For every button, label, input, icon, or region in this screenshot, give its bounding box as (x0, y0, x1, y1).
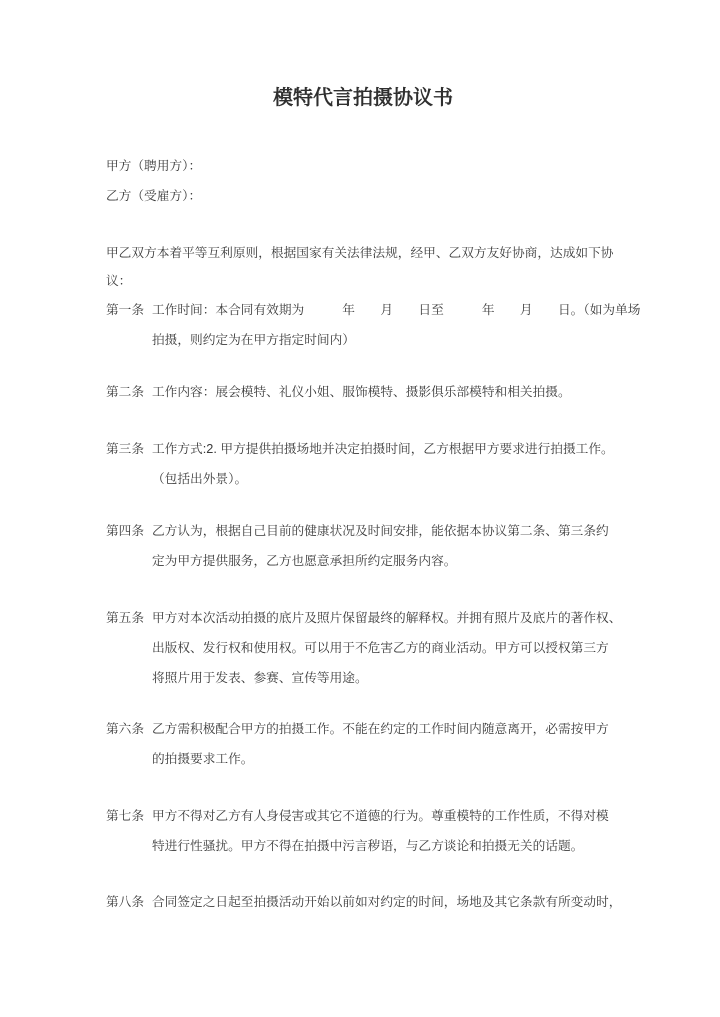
clause-1-line-2: 拍摄，则约定为在甲方指定时间内） (152, 333, 355, 347)
clause-4-line-1: 乙方认为，根据自己目前的健康状况及时间安排，能依据本协议第二条、第三条约 (152, 524, 609, 538)
clause-4-label: 第四条 (106, 524, 145, 538)
preamble-line-2: 议： (106, 274, 132, 288)
clause-1 (106, 295, 641, 355)
clause-8-line-1: 合同签定之日起至拍摄活动开始以前如对约定的时间，场地及其它条款有所变动时， (152, 895, 622, 909)
clause-4 (106, 516, 620, 576)
clause-1-line-1: 工作时间：本合同有效期为 年 月 日至 年 月 日。（如为单场 (152, 303, 641, 317)
clause-3-label: 第三条 (106, 442, 145, 456)
clause-6-line-2: 的拍摄要求工作。 (152, 752, 254, 766)
clause-5-line-2: 出版权、发行权和使用权。可以用于不危害乙方的商业活动。甲方可以授权第三方 (152, 641, 609, 655)
clause-1-body (152, 295, 641, 355)
clause-4-body (152, 516, 620, 576)
preamble (106, 239, 620, 295)
clause-2-label: 第二条 (106, 385, 145, 399)
clause-4-line-2: 定为甲方提供服务，乙方也愿意承担所约定服务内容。 (152, 554, 457, 568)
party-b-line: 乙方（受雇方）： (106, 189, 202, 203)
clause-3-line-1: 工作方式:2. 甲方提供拍摄场地并决定拍摄时间，乙方根据甲方要求进行拍摄工作。 (152, 442, 614, 456)
clause-7-line-1: 甲方不得对乙方有人身侵害或其它不道德的行为。尊重模特的工作性质，不得对模 (152, 809, 609, 823)
clause-3-body (152, 434, 620, 494)
clause-7-body (152, 801, 620, 861)
clause-8-body (152, 887, 620, 917)
clause-5 (106, 603, 620, 693)
clause-5-body (152, 603, 620, 693)
clause-7 (106, 801, 620, 861)
clause-3 (106, 434, 620, 494)
clause-6 (106, 714, 620, 774)
parties-block (106, 151, 620, 211)
party-a-line: 甲方（聘用方）： (106, 159, 202, 173)
clause-3-line-2: （包括出外景）。 (152, 472, 248, 486)
clause-5-line-3: 将照片用于发表、参赛、宣传等用途。 (152, 671, 368, 685)
clause-2-body (152, 377, 620, 407)
clause-5-label: 第五条 (106, 611, 145, 625)
clause-7-label: 第七条 (106, 809, 145, 823)
document-title: 模特代言拍摄协议书 (273, 87, 453, 109)
clause-2 (106, 377, 620, 407)
clause-1-label: 第一条 (106, 303, 145, 317)
clause-7-line-2: 特进行性骚扰。甲方不得在拍摄中污言秽语，与乙方谈论和拍摄无关的话题。 (152, 839, 584, 853)
clause-6-line-1: 乙方需积极配合甲方的拍摄工作。不能在约定的工作时间内随意离开，必需按甲方 (152, 722, 609, 736)
clause-2-line-1: 工作内容：展会模特、礼仪小姐、服饰模特、摄影俱乐部模特和相关拍摄。 (152, 385, 571, 399)
clause-6-body (152, 714, 620, 774)
clause-6-label: 第六条 (106, 722, 145, 736)
preamble-line-1: 甲乙双方本着平等互利原则，根据国家有关法律法规，经甲、乙双方友好协商，达成如下协 (106, 246, 614, 260)
clause-8 (106, 887, 620, 917)
clause-8-label: 第八条 (106, 895, 145, 909)
clause-5-line-1: 甲方对本次活动拍摄的底片及照片保留最终的解释权。并拥有照片及底片的著作权、 (152, 611, 622, 625)
